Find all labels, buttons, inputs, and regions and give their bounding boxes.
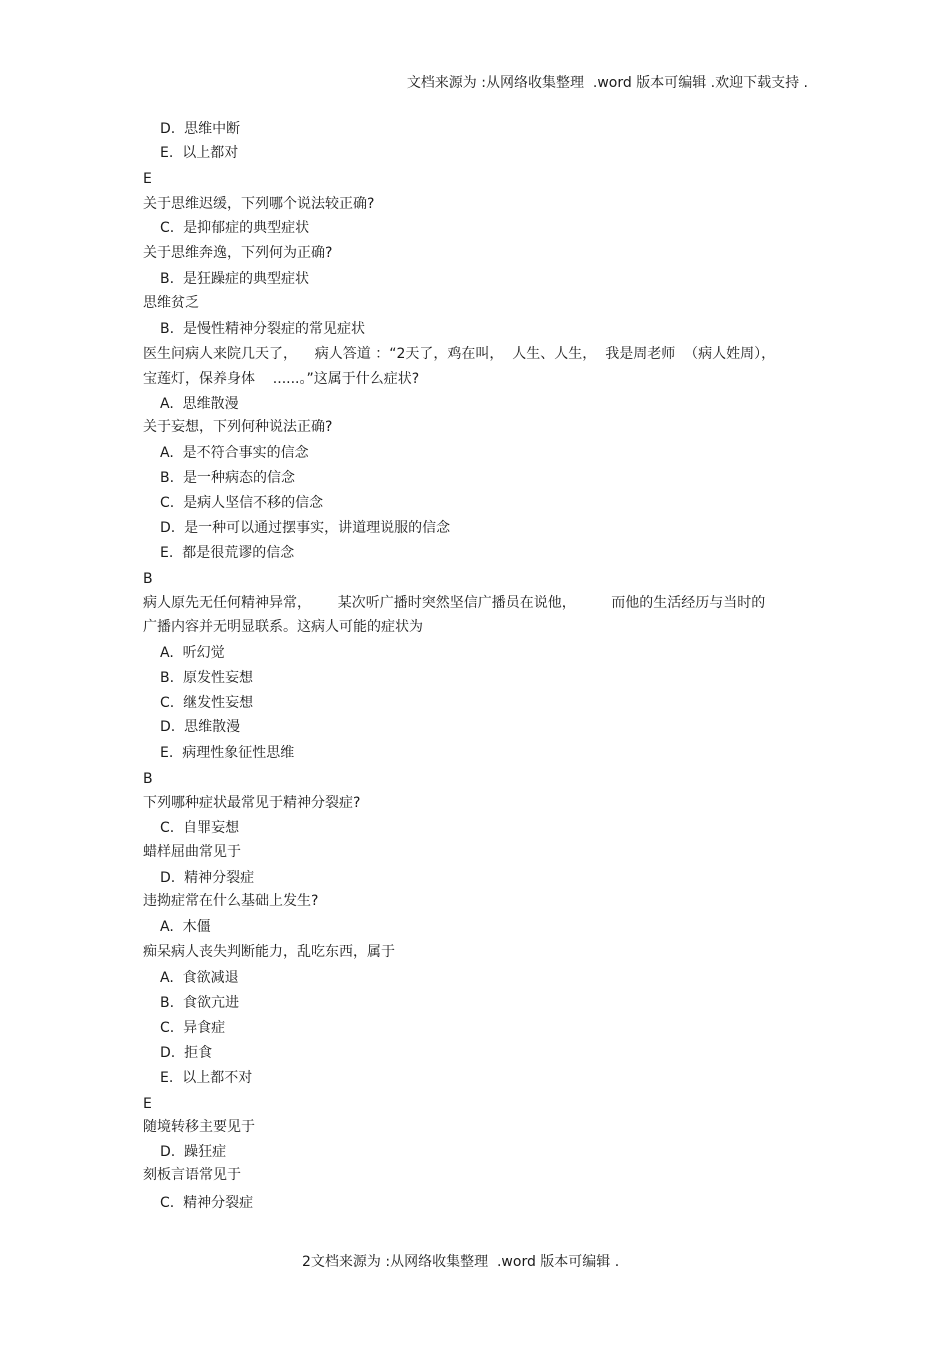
question-text: 医生问病人来院几天了， 病人答道 ：“2天了，鸡在叫， 人生、人生， 我是周老师 （病人姓周）， [143,346,776,362]
question-text: 宝莲灯，保养身体 ......。”这属于什么症状? [143,371,420,387]
answer-option: A. 思维散漫 [160,396,239,412]
answer-option: D. 精神分裂症 [160,870,255,886]
question-text: 随境转移主要见于 [143,1119,255,1135]
answer-option: E. 以上都不对 [160,1070,253,1086]
answer-option: B. 是慢性精神分裂症的常见症状 [160,321,365,337]
answer-option: D. 思维散漫 [160,719,241,735]
question-text: 刻板言语常见于 [143,1167,241,1183]
answer-option: D. 拒食 [160,1045,213,1061]
question-text: 下列哪种症状最常见于精神分裂症? [143,795,361,811]
answer-key: B [143,571,153,587]
question-text: 病人原先无任何精神异常， 某次听广播时突然坚信广播员在说他， 而他的生活经历与当时的 [143,595,766,611]
answer-option: A. 食欲减退 [160,970,239,986]
answer-option: B. 原发性妄想 [160,670,253,686]
answer-option: D. 思维中断 [160,121,241,137]
answer-option: C. 精神分裂症 [160,1195,254,1211]
answer-option: B. 是狂躁症的典型症状 [160,271,309,287]
answer-option: B. 是一种病态的信念 [160,470,295,486]
answer-option: D. 是一种可以通过摆事实，讲道理说服的信念 [160,520,451,536]
question-text: 思维贫乏 [143,295,199,311]
answer-option: C. 是病人坚信不移的信念 [160,495,324,511]
answer-option: A. 是不符合事实的信念 [160,445,309,461]
answer-key: E [143,1096,152,1112]
question-text: 蜡样屈曲常见于 [143,844,241,860]
answer-option: A. 木僵 [160,919,211,935]
page-header: 文档来源为 :从网络收集整理 .word 版本可编辑 .欢迎下载支持 . [406,75,808,91]
answer-option: E. 以上都对 [160,145,239,161]
question-text: 广播内容并无明显联系。这病人可能的症状为 [143,619,423,635]
page-footer: 2文档来源为 :从网络收集整理 .word 版本可编辑 . [302,1254,620,1270]
answer-option: C. 继发性妄想 [160,695,254,711]
question-text: 痴呆病人丧失判断能力，乱吃东西，属于 [143,944,395,960]
answer-option: D. 躁狂症 [160,1144,227,1160]
answer-option: C. 异食症 [160,1020,226,1036]
question-text: 违拗症常在什么基础上发生? [143,893,319,909]
question-text: 关于思维迟缓，下列哪个说法较正确? [143,196,375,212]
answer-option: E. 都是很荒谬的信念 [160,545,295,561]
answer-option: A. 听幻觉 [160,645,225,661]
answer-option: C. 自罪妄想 [160,820,240,836]
answer-key: B [143,771,153,787]
answer-option: E. 病理性象征性思维 [160,745,295,761]
answer-key: E [143,171,152,187]
question-text: 关于思维奔逸，下列何为正确? [143,245,333,261]
question-text: 关于妄想，下列何种说法正确? [143,419,333,435]
answer-option: C. 是抑郁症的典型症状 [160,220,310,236]
answer-option: B. 食欲亢进 [160,995,239,1011]
